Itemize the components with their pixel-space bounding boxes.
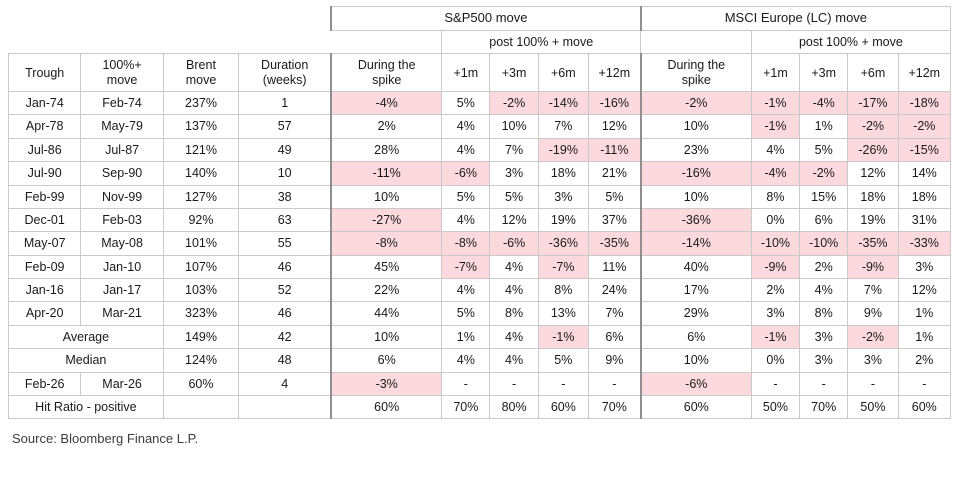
summary-cell-1-3: 4% [442, 349, 490, 372]
group-header-sp500: S&P500 move [331, 7, 641, 31]
cell-r6-c10: -10% [751, 232, 799, 255]
table-row [9, 302, 951, 325]
cell-r6-c9: -14% [641, 232, 752, 255]
cell-r7-c3: 46 [239, 255, 331, 278]
cell-r6-c13: -33% [898, 232, 950, 255]
cell-r6-c4: -8% [331, 232, 442, 255]
cell-r9-c8: 7% [588, 302, 640, 325]
cell-r9-c3: 46 [239, 302, 331, 325]
cell-r0-c6: -2% [490, 92, 538, 115]
cell-r4-c4: 10% [331, 185, 442, 208]
col-header-brent [163, 54, 238, 92]
col-header-sp500-1m: +1m [442, 54, 490, 92]
cell-r1-c0: Apr-78 [9, 115, 81, 138]
cell-r7-c1: Jan-10 [81, 255, 163, 278]
cell-r9-c6: 8% [490, 302, 538, 325]
summary-cell-0-2: 10% [331, 325, 442, 348]
cell-r0-c4: -4% [331, 92, 442, 115]
summary-cell-1-11: 2% [898, 349, 950, 372]
col-header-duration-line2: (weeks) [262, 72, 307, 87]
summary-cell-1-9: 3% [800, 349, 848, 372]
summary-row [9, 325, 951, 348]
table-row [9, 232, 951, 255]
subheader-spacer [9, 30, 332, 53]
cell-r6-c12: -35% [848, 232, 898, 255]
cell-r7-c2: 107% [163, 255, 238, 278]
cell-r7-c10: -9% [751, 255, 799, 278]
cell-r1-c2: 137% [163, 115, 238, 138]
cell-r1-c5: 4% [442, 115, 490, 138]
summary-cell-0-4: 4% [490, 325, 538, 348]
cell-r5-c8: 37% [588, 208, 640, 231]
cell-r9-c4: 44% [331, 302, 442, 325]
forecast-cell-3: 4 [239, 372, 331, 395]
cell-r2-c8: -11% [588, 138, 640, 161]
cell-r9-c9: 29% [641, 302, 752, 325]
cell-r6-c8: -35% [588, 232, 640, 255]
hit-ratio-cell-7: 60% [641, 395, 752, 418]
cell-r8-c8: 24% [588, 279, 640, 302]
cell-r8-c7: 8% [538, 279, 588, 302]
hit-ratio-cell-9: 70% [800, 395, 848, 418]
cell-r3-c12: 12% [848, 162, 898, 185]
cell-r2-c6: 7% [490, 138, 538, 161]
cell-r8-c3: 52 [239, 279, 331, 302]
table-row [9, 115, 951, 138]
forecast-cell-1: Mar-26 [81, 372, 163, 395]
subheader-blank-sp500 [331, 30, 442, 53]
hit-ratio-cell-10: 50% [848, 395, 898, 418]
forecast-cell-2: 60% [163, 372, 238, 395]
col-header-duration [239, 54, 331, 92]
cell-r4-c2: 127% [163, 185, 238, 208]
cell-r2-c13: -15% [898, 138, 950, 161]
hit-ratio-cell-3: 70% [442, 395, 490, 418]
cell-r7-c8: 11% [588, 255, 640, 278]
cell-r3-c4: -11% [331, 162, 442, 185]
forecast-row [9, 372, 951, 395]
cell-r5-c5: 4% [442, 208, 490, 231]
cell-r3-c2: 140% [163, 162, 238, 185]
cell-r2-c9: 23% [641, 138, 752, 161]
cell-r3-c9: -16% [641, 162, 752, 185]
summary-cell-1-1: 48 [239, 349, 331, 372]
group-header-msci: MSCI Europe (LC) move [641, 7, 951, 31]
cell-r0-c1: Feb-74 [81, 92, 163, 115]
col-header-sp500-spike-line2: spike [372, 72, 402, 87]
hit-ratio-cell-5: 60% [538, 395, 588, 418]
cell-r4-c8: 5% [588, 185, 640, 208]
forecast-cell-13: - [898, 372, 950, 395]
cell-r5-c9: -36% [641, 208, 752, 231]
cell-r7-c12: -9% [848, 255, 898, 278]
cell-r4-c6: 5% [490, 185, 538, 208]
forecast-cell-6: - [490, 372, 538, 395]
cell-r8-c0: Jan-16 [9, 279, 81, 302]
cell-r7-c9: 40% [641, 255, 752, 278]
cell-r8-c11: 4% [800, 279, 848, 302]
col-header-100move-line1: 100%+ [102, 58, 142, 73]
hit-ratio-row [9, 395, 951, 418]
cell-r8-c5: 4% [442, 279, 490, 302]
returns-table [8, 6, 951, 419]
table-row [9, 92, 951, 115]
cell-r9-c10: 3% [751, 302, 799, 325]
hit-ratio-cell-8: 50% [751, 395, 799, 418]
cell-r5-c10: 0% [751, 208, 799, 231]
cell-r0-c2: 237% [163, 92, 238, 115]
col-header-100move-line2: move [106, 72, 138, 87]
cell-r7-c13: 3% [898, 255, 950, 278]
cell-r3-c8: 21% [588, 162, 640, 185]
col-header-brent-line1: Brent [186, 58, 216, 73]
cell-r3-c11: -2% [800, 162, 848, 185]
cell-r2-c3: 49 [239, 138, 331, 161]
hit-ratio-cell-6: 70% [588, 395, 640, 418]
cell-r2-c12: -26% [848, 138, 898, 161]
cell-r8-c6: 4% [490, 279, 538, 302]
cell-r7-c6: 4% [490, 255, 538, 278]
col-header-sp500-spike [331, 54, 442, 92]
table-row [9, 138, 951, 161]
column-header-row [9, 54, 951, 92]
forecast-cell-9: -6% [641, 372, 752, 395]
col-header-100move [81, 54, 163, 92]
cell-r7-c7: -7% [538, 255, 588, 278]
cell-r1-c4: 2% [331, 115, 442, 138]
cell-r0-c13: -18% [898, 92, 950, 115]
cell-r2-c11: 5% [800, 138, 848, 161]
cell-r5-c0: Dec-01 [9, 208, 81, 231]
cell-r2-c0: Jul-86 [9, 138, 81, 161]
cell-r0-c5: 5% [442, 92, 490, 115]
summary-cell-0-10: -2% [848, 325, 898, 348]
cell-r5-c4: -27% [331, 208, 442, 231]
cell-r8-c12: 7% [848, 279, 898, 302]
forecast-cell-4: -3% [331, 372, 442, 395]
hit-ratio-label: Hit Ratio - positive [9, 395, 164, 418]
hit-ratio-cell-1 [239, 395, 331, 418]
forecast-cell-11: - [800, 372, 848, 395]
summary-cell-0-8: -1% [751, 325, 799, 348]
cell-r2-c1: Jul-87 [81, 138, 163, 161]
summary-cell-1-8: 0% [751, 349, 799, 372]
cell-r6-c2: 101% [163, 232, 238, 255]
cell-r4-c9: 10% [641, 185, 752, 208]
cell-r2-c5: 4% [442, 138, 490, 161]
summary-row-label: Average [9, 325, 164, 348]
col-header-sp500-12m: +12m [588, 54, 640, 92]
cell-r3-c0: Jul-90 [9, 162, 81, 185]
forecast-cell-7: - [538, 372, 588, 395]
cell-r4-c12: 18% [848, 185, 898, 208]
cell-r8-c10: 2% [751, 279, 799, 302]
forecast-cell-0: Feb-26 [9, 372, 81, 395]
cell-r8-c13: 12% [898, 279, 950, 302]
cell-r1-c1: May-79 [81, 115, 163, 138]
cell-r6-c0: May-07 [9, 232, 81, 255]
col-header-trough-line2: Trough [25, 65, 65, 80]
forecast-cell-10: - [751, 372, 799, 395]
summary-cell-0-7: 6% [641, 325, 752, 348]
cell-r2-c7: -19% [538, 138, 588, 161]
summary-cell-1-10: 3% [848, 349, 898, 372]
summary-cell-0-1: 42 [239, 325, 331, 348]
cell-r0-c11: -4% [800, 92, 848, 115]
cell-r5-c6: 12% [490, 208, 538, 231]
table-row [9, 208, 951, 231]
hit-ratio-cell-4: 80% [490, 395, 538, 418]
cell-r1-c8: 12% [588, 115, 640, 138]
cell-r1-c9: 10% [641, 115, 752, 138]
summary-cell-0-9: 3% [800, 325, 848, 348]
cell-r9-c7: 13% [538, 302, 588, 325]
summary-cell-0-3: 1% [442, 325, 490, 348]
cell-r8-c2: 103% [163, 279, 238, 302]
summary-cell-1-0: 124% [163, 349, 238, 372]
summary-cell-1-6: 9% [588, 349, 640, 372]
source-note: Source: Bloomberg Finance L.P. [12, 431, 199, 447]
cell-r2-c2: 121% [163, 138, 238, 161]
summary-cell-1-4: 4% [490, 349, 538, 372]
table-row [9, 255, 951, 278]
summary-cell-1-2: 6% [331, 349, 442, 372]
cell-r7-c5: -7% [442, 255, 490, 278]
cell-r4-c13: 18% [898, 185, 950, 208]
cell-r0-c0: Jan-74 [9, 92, 81, 115]
cell-r1-c13: -2% [898, 115, 950, 138]
forecast-cell-8: - [588, 372, 640, 395]
cell-r9-c13: 1% [898, 302, 950, 325]
cell-r3-c5: -6% [442, 162, 490, 185]
forecast-cell-12: - [848, 372, 898, 395]
summary-row [9, 349, 951, 372]
summary-row-label: Median [9, 349, 164, 372]
col-header-trough [9, 54, 81, 92]
cell-r0-c10: -1% [751, 92, 799, 115]
col-header-msci-spike [641, 54, 752, 92]
cell-r6-c7: -36% [538, 232, 588, 255]
cell-r9-c12: 9% [848, 302, 898, 325]
cell-r5-c12: 19% [848, 208, 898, 231]
subgroup-header-sp500: post 100% + move [442, 30, 641, 53]
cell-r7-c11: 2% [800, 255, 848, 278]
cell-r6-c11: -10% [800, 232, 848, 255]
hit-ratio-cell-11: 60% [898, 395, 950, 418]
cell-r5-c13: 31% [898, 208, 950, 231]
cell-r4-c1: Nov-99 [81, 185, 163, 208]
hit-ratio-cell-2: 60% [331, 395, 442, 418]
col-header-msci-12m: +12m [898, 54, 950, 92]
subgroup-header-msci: post 100% + move [751, 30, 950, 53]
col-header-msci-1m: +1m [751, 54, 799, 92]
cell-r1-c6: 10% [490, 115, 538, 138]
cell-r6-c6: -6% [490, 232, 538, 255]
cell-r4-c7: 3% [538, 185, 588, 208]
cell-r3-c10: -4% [751, 162, 799, 185]
cell-r0-c12: -17% [848, 92, 898, 115]
cell-r3-c6: 3% [490, 162, 538, 185]
cell-r4-c5: 5% [442, 185, 490, 208]
cell-r5-c7: 19% [538, 208, 588, 231]
col-header-brent-line2: move [185, 72, 217, 87]
cell-r8-c9: 17% [641, 279, 752, 302]
cell-r6-c1: May-08 [81, 232, 163, 255]
hit-ratio-cell-0 [163, 395, 238, 418]
cell-r5-c11: 6% [800, 208, 848, 231]
cell-r4-c0: Feb-99 [9, 185, 81, 208]
table-body [9, 92, 951, 419]
subgroup-header-row [9, 30, 951, 53]
cell-r7-c4: 45% [331, 255, 442, 278]
cell-r9-c5: 5% [442, 302, 490, 325]
col-header-msci-spike-line2: spike [681, 72, 711, 87]
group-header-row [9, 7, 951, 31]
cell-r6-c5: -8% [442, 232, 490, 255]
cell-r5-c2: 92% [163, 208, 238, 231]
col-header-sp500-3m: +3m [490, 54, 538, 92]
forecast-cell-5: - [442, 372, 490, 395]
cell-r9-c2: 323% [163, 302, 238, 325]
cell-r1-c12: -2% [848, 115, 898, 138]
table-row [9, 162, 951, 185]
cell-r7-c0: Feb-09 [9, 255, 81, 278]
cell-r8-c4: 22% [331, 279, 442, 302]
cell-r5-c3: 63 [239, 208, 331, 231]
cell-r4-c3: 38 [239, 185, 331, 208]
col-header-msci-spike-line1: During the [667, 58, 726, 73]
col-header-sp500-spike-line1: During the [357, 58, 416, 73]
cell-r4-c10: 8% [751, 185, 799, 208]
cell-r2-c10: 4% [751, 138, 799, 161]
table-row [9, 185, 951, 208]
col-header-msci-6m: +6m [848, 54, 898, 92]
cell-r8-c1: Jan-17 [81, 279, 163, 302]
cell-r9-c0: Apr-20 [9, 302, 81, 325]
cell-r0-c3: 1 [239, 92, 331, 115]
cell-r0-c9: -2% [641, 92, 752, 115]
summary-cell-1-5: 5% [538, 349, 588, 372]
cell-r1-c3: 57 [239, 115, 331, 138]
cell-r3-c7: 18% [538, 162, 588, 185]
summary-cell-0-11: 1% [898, 325, 950, 348]
summary-cell-1-7: 10% [641, 349, 752, 372]
cell-r3-c13: 14% [898, 162, 950, 185]
summary-cell-0-5: -1% [538, 325, 588, 348]
cell-r1-c11: 1% [800, 115, 848, 138]
cell-r3-c3: 10 [239, 162, 331, 185]
summary-cell-0-6: 6% [588, 325, 640, 348]
cell-r9-c1: Mar-21 [81, 302, 163, 325]
cell-r9-c11: 8% [800, 302, 848, 325]
cell-r1-c7: 7% [538, 115, 588, 138]
cell-r4-c11: 15% [800, 185, 848, 208]
cell-r0-c8: -16% [588, 92, 640, 115]
col-header-msci-3m: +3m [800, 54, 848, 92]
cell-r3-c1: Sep-90 [81, 162, 163, 185]
cell-r5-c1: Feb-03 [81, 208, 163, 231]
cell-r6-c3: 55 [239, 232, 331, 255]
cell-r1-c10: -1% [751, 115, 799, 138]
col-header-duration-line1: Duration [261, 58, 309, 73]
summary-cell-0-0: 149% [163, 325, 238, 348]
subheader-blank-msci [641, 30, 752, 53]
table-row [9, 279, 951, 302]
cell-r2-c4: 28% [331, 138, 442, 161]
col-header-sp500-6m: +6m [538, 54, 588, 92]
header-spacer [9, 7, 332, 31]
cell-r0-c7: -14% [538, 92, 588, 115]
